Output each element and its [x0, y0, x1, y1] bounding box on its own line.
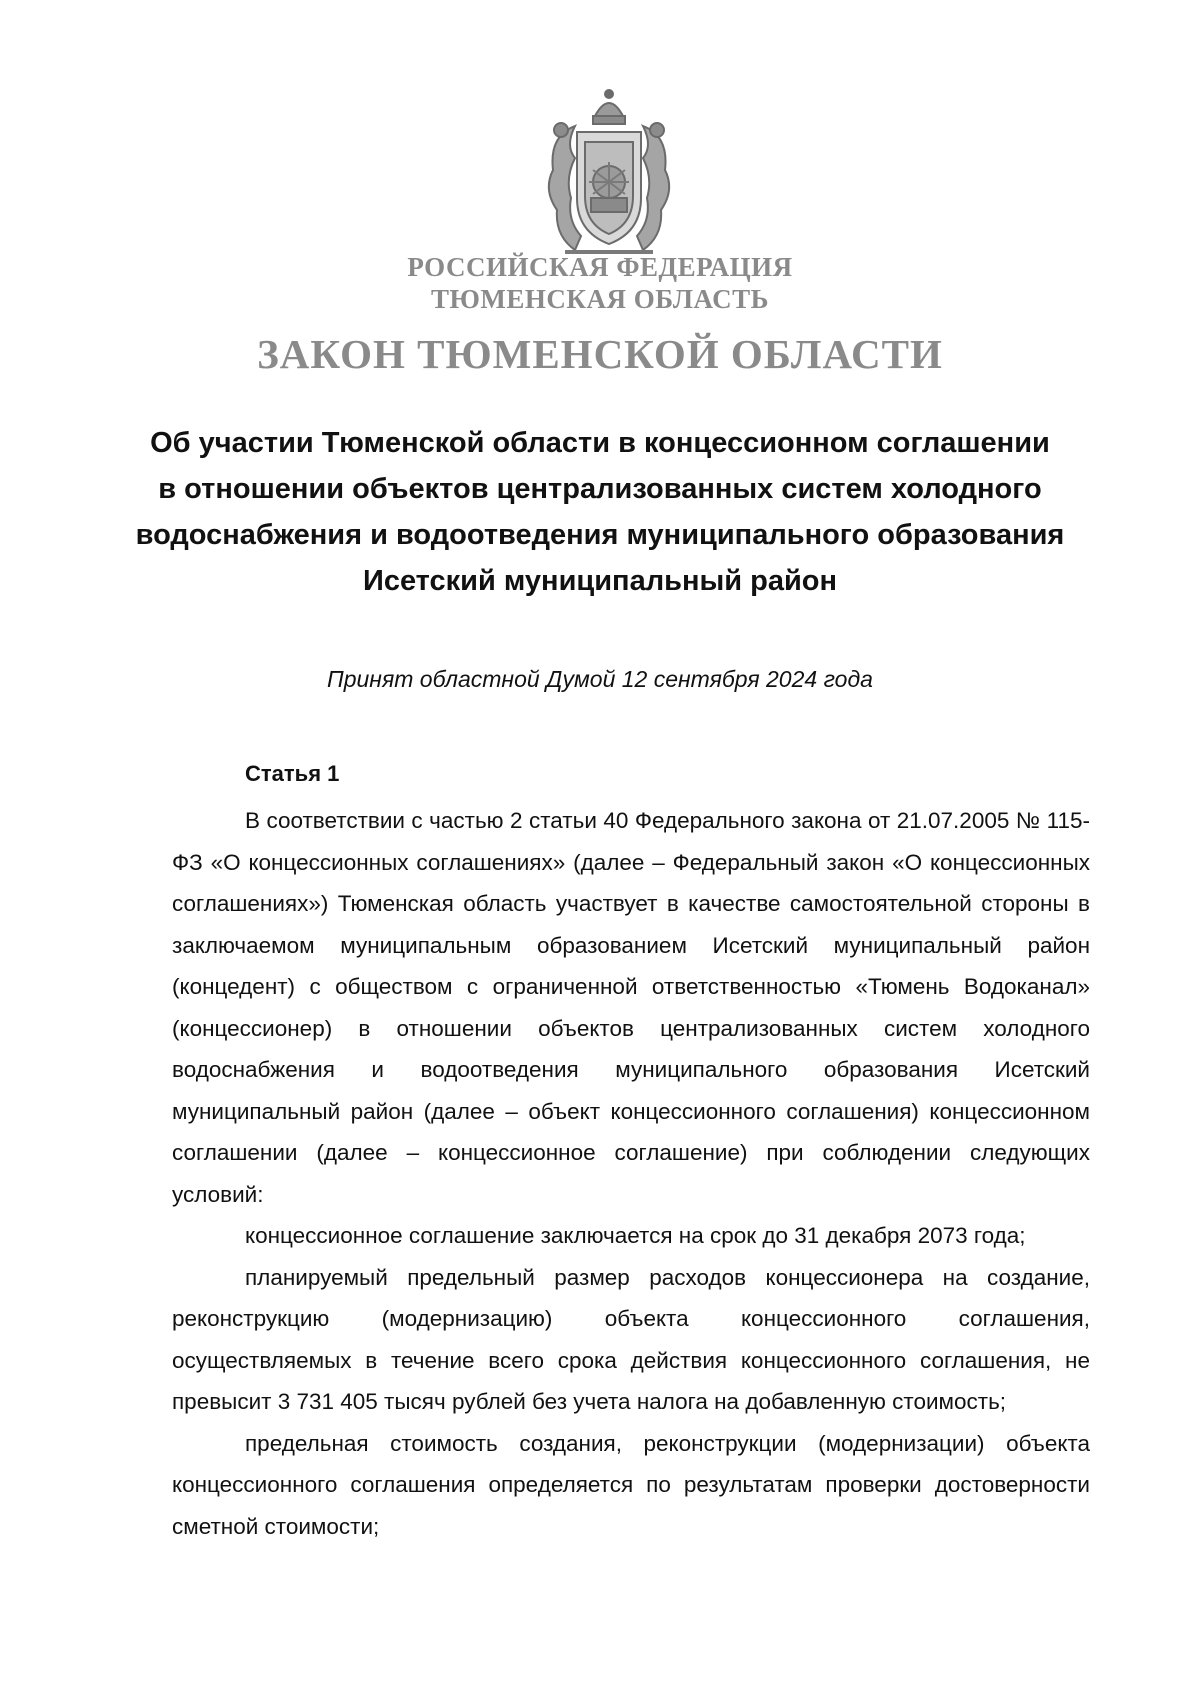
- header-country: РОССИЙСКАЯ ФЕДЕРАЦИЯ: [407, 252, 793, 282]
- header-region: ТЮМЕНСКАЯ ОБЛАСТЬ: [430, 284, 770, 314]
- article-paragraph: В соответствии с частью 2 статьи 40 Федерального закона от 21.07.2005 № 115-ФЗ «О концессионных соглашениях» (далее – Федеральный закон «О концессионных соглашениях») Тюменская область участвует в качестве самостоятельной стороны в заключаемом муниципальным образованием Исетский муниципальный район (концедент) с обществом с ограниченной ответственностью «Тюмень Водоканал» (концессионер) в отношении объектов централизованных систем холодного водоснабжения и водоотведения муниципального образования Исетский муниципальный район (далее – объект концессионного соглашения) концессионном соглашении (далее – концессионное соглашение) при соблюдении следующих условий:: [172, 808, 1090, 1207]
- law-title-line: водоснабжения и водоотведения муниципального образования: [135, 519, 1065, 551]
- header-law-type: ЗАКОН ТЮМЕНСКОЙ ОБЛАСТИ: [257, 331, 943, 377]
- law-title-line: Исетский муниципальный район: [362, 565, 838, 597]
- law-title-line: Об участии Тюменской области в концессионном соглашении: [150, 427, 1050, 459]
- article-heading: Статья 1: [245, 761, 340, 786]
- article-paragraph: концессионное соглашение заключается на срок до 31 декабря 2073 года;: [245, 1223, 1026, 1248]
- article-paragraph: предельная стоимость создания, реконструкции (модернизации) объекта концессионного соглашения определяется по результатам проверки достоверности сметной стоимости;: [172, 1430, 1090, 1539]
- coat-of-arms-icon: [535, 86, 683, 262]
- adoption-note: Принят областной Думой 12 сентября 2024 года: [327, 666, 873, 692]
- law-title: [120, 420, 1080, 604]
- law-title-line: в отношении объектов централизованных систем холодного: [158, 473, 1042, 505]
- article-paragraph: планируемый предельный размер расходов концессионера на создание, реконструкцию (модернизацию) объекта концессионного соглашения, осуществляемых в течение всего срока действия концессионного соглашения, не превысит 3 731 405 тысяч рублей без учета налога на добавленную стоимость;: [172, 1264, 1090, 1414]
- article-body: [172, 800, 1090, 1547]
